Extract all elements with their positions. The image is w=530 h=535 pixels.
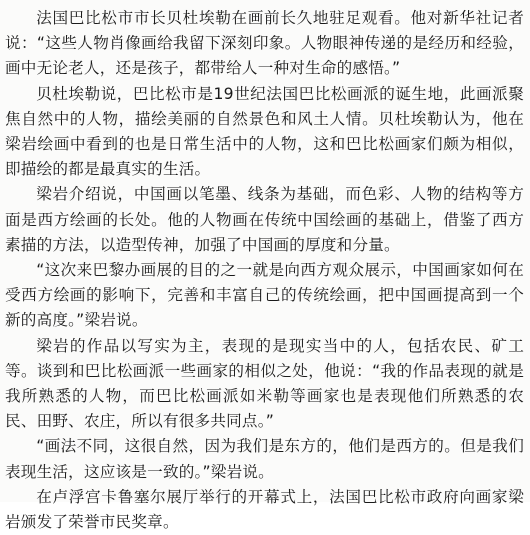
paragraph-6: “画法不同，这很自然，因为我们是东方的，他们是西方的。但是我们表现生活，这应该是一致的。”梁岩说。 [5,437,524,481]
paragraph-2: 贝杜埃勒说，巴比松市是19世纪法国巴比松画派的诞生地，此画派聚焦自然中的人物，描绘美丽的自然景色和风土人情。贝杜埃勒认为，他在梁岩绘画中看到的也是日常生活中的人物，这和巴比松画家们颇为相似，即描绘的都是最真实的生活。 [5,84,524,179]
paragraph-4: “这次来巴黎办画展的目的之一就是向西方观众展示，中国画家如何在受西方绘画的影响下，完善和丰富自己的传统绘画，把中国画提高到一个新的高度。”梁岩说。 [5,261,524,330]
article-body [5,6,524,535]
paragraph-5: 梁岩的作品以写实为主，表现的是现实当中的人，包括农民、矿工等。谈到和巴比松画派一些画家的相似之处，他说：“我的作品表现的就是我所熟悉的人物，而巴比松画派如米勒等画家也是表现他们所熟悉的农民、田野、农庄，所以有很多共同点。” [5,336,524,431]
paragraph-1: 法国巴比松市市长贝杜埃勒在画前长久地驻足观看。他对新华社记者说：“这些人物肖像画给我留下深刻印象。人物眼神传递的是经历和经验，画中无论老人，还是孩子，都带给人一种对生命的感悟。” [5,9,524,78]
paragraph-3: 梁岩介绍说，中国画以笔墨、线条为基础，而色彩、人物的结构等方面是西方绘画的长处。他的人物画在传统中国绘画的基础上，借鉴了西方素描的方法，以造型传神，加强了中国画的厚度和分量。 [5,185,524,254]
paragraph-7: 在卢浮宫卡鲁塞尔展厅举行的开幕式上，法国巴比松市政府向画家梁岩颁发了荣誉市民奖章。 [5,487,524,532]
